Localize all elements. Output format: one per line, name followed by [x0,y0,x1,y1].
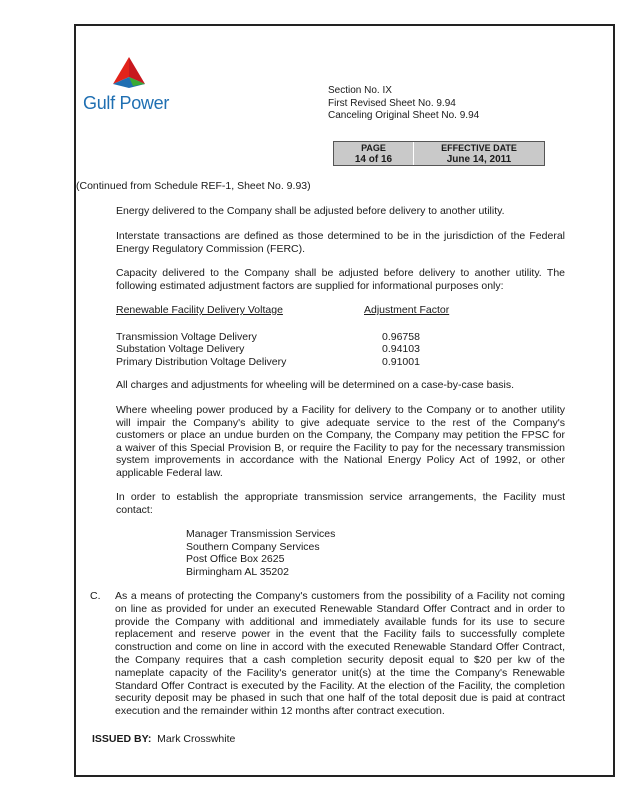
contact-address [186,528,335,579]
address-line: Birmingham AL 35202 [186,566,289,579]
page-label: PAGE [361,143,386,153]
table-header-factor: Adjustment Factor [364,304,450,316]
paragraph-wheeling: Where wheeling power produced by a Facility for delivery to the Company or to another utility will impair the Company's ability to give adequate service to the rest of the Company's customers or place an undue burden on the Company, the Company may petition the FPSC for a waiver of this Special Provision B, or require the Facility to pay for the necessary transmission system improvements in accordance with the National Energy Policy Act of 1992, or other applicable Federal law. [116,404,565,479]
page-cell [334,142,414,165]
table-cell-voltage: Transmission Voltage Delivery [116,330,257,343]
adjustment-table [116,304,502,368]
effective-date-label: EFFECTIVE DATE [441,143,517,153]
revised-sheet: First Revised Sheet No. 9.94 [328,97,456,109]
gulf-power-logo [83,57,175,119]
address-line: Post Office Box 2625 [186,553,285,566]
table-row [116,356,502,369]
table-cell-factor: 0.91001 [382,355,420,368]
table-header-row [116,304,502,317]
address-line: Southern Company Services [186,540,320,553]
address-line: Manager Transmission Services [186,528,336,540]
section-info [328,85,479,123]
table-cell-voltage: Substation Voltage Delivery [116,343,245,355]
section-c-text: As a means of protecting the Company's customers from the possibility of a Facility not coming on line as provided for under an executed Renewable Standard Offer Contract and in order to provide the Company with additional and immediately available funds for its use to secure replacement and reserve power in the event that the Facility fails to successfully complete construction and come on line in accord with the executed Renewable Standard Offer Contract, the Company requires that a cash completion security deposit equal to $20 per kw of the nameplate capacity of the Facility's generator unit(s) at the time the Company's Renewable Standard Offer Contract is executed by the Facility. At the election of the Facility, the completion security deposit may be phased in such that one half of the total deposit due is paid at contract execution and the remainder within 12 months after contract execution. [115,590,565,718]
page-date-table [333,141,545,166]
continued-note: (Continued from Schedule REF-1, Sheet No. 9.93) [76,180,311,192]
paragraph-energy: Energy delivered to the Company shall be adjusted before delivery to another utility. [116,205,505,217]
table-row [116,331,502,344]
section-c [90,590,565,718]
issued-by-name: Mark Crosswhite [157,733,236,745]
table-cell-voltage: Primary Distribution Voltage Delivery [116,355,287,368]
issued-by [92,733,235,745]
issued-by-label: ISSUED BY: [92,733,152,745]
table-cell-factor: 0.94103 [382,343,420,355]
paragraph-contact: In order to establish the appropriate transmission service arrangements, the Facility must contact: [116,491,565,516]
effective-date-cell [414,142,544,165]
section-number: Section No. IX [328,85,392,96]
table-cell-factor: 0.96758 [382,330,420,343]
company-name: Gulf Power [83,93,170,113]
table-header-voltage: Renewable Facility Delivery Voltage [116,304,283,316]
canceling-sheet: Canceling Original Sheet No. 9.94 [328,110,480,121]
paragraph-charges: All charges and adjustments for wheeling will be determined on a case-by-case basis. [116,379,515,391]
paragraph-capacity: Capacity delivered to the Company shall be adjusted before delivery to another utility. The following estimated adjustment factors are supplied for informational purposes only: [116,267,565,292]
triangle-logo-icon [107,57,151,93]
paragraph-interstate: Interstate transactions are defined as those determined to be in the jurisdiction of the Federal Energy Regulatory Commission (FERC). [116,230,565,255]
effective-date-value: June 14, 2011 [446,154,512,165]
section-c-letter: C. [90,590,101,602]
table-row [116,343,502,356]
page-value: 14 of 16 [354,154,393,165]
